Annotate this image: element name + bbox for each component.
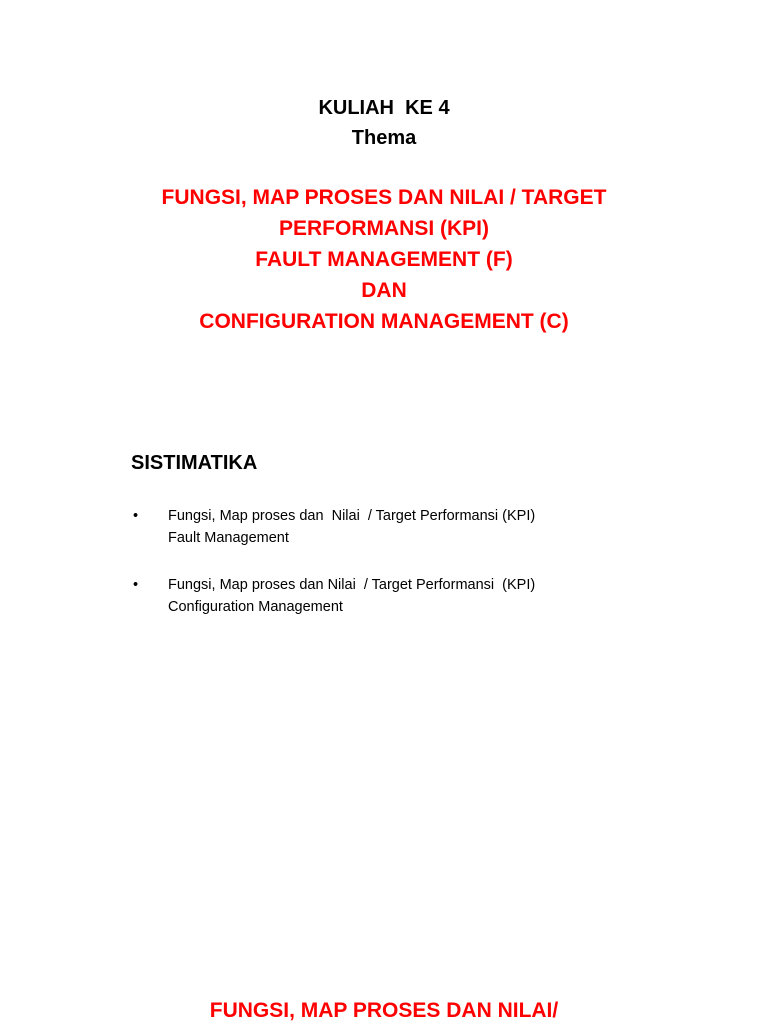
next-slide-title: FUNGSI, MAP PROSES DAN NILAI/: [209, 999, 559, 1022]
lecture-header: [0, 93, 768, 153]
list-item-line-1: Fungsi, Map proses dan Nilai / Target Performansi (KPI): [168, 508, 536, 524]
theme-line-5: CONFIGURATION MANAGEMENT (C): [199, 310, 569, 333]
theme-line-1: FUNGSI, MAP PROSES DAN NILAI / TARGET: [161, 186, 607, 209]
list-item: [133, 505, 693, 549]
bullet-icon: •: [133, 508, 139, 524]
list-item-line-2: Configuration Management: [168, 599, 343, 615]
list-item: [133, 574, 693, 618]
bullet-icon: •: [133, 577, 139, 593]
section-title: SISTIMATIKA: [131, 452, 258, 474]
theme-line-4: DAN: [361, 279, 407, 302]
list-item-line-1: Fungsi, Map proses dan Nilai / Target Performansi (KPI): [168, 577, 536, 593]
outline-list: [133, 505, 693, 643]
theme-line-3: FAULT MANAGEMENT (F): [255, 248, 513, 271]
theme-title: [0, 182, 768, 337]
theme-label: Thema: [351, 127, 417, 149]
list-item-line-2: Fault Management: [168, 530, 289, 546]
lecture-number: KULIAH KE 4: [318, 97, 450, 119]
theme-line-2: PERFORMANSI (KPI): [279, 217, 489, 240]
